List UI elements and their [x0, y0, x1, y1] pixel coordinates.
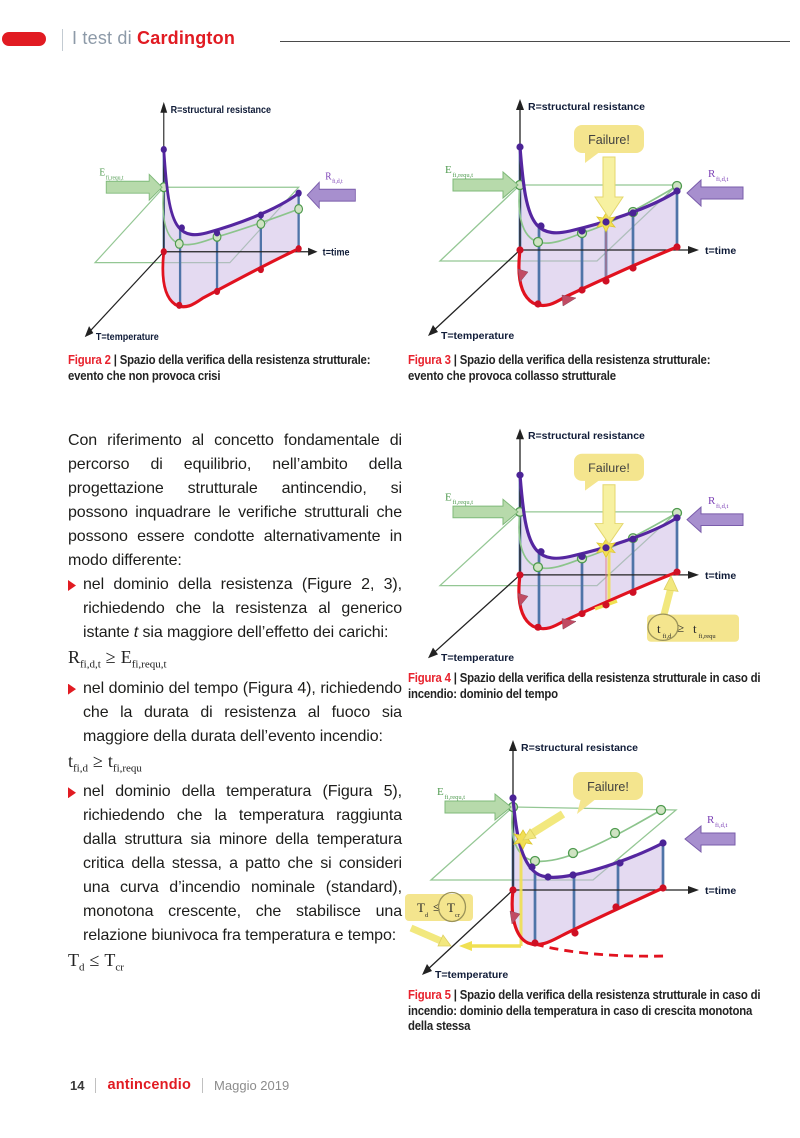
formula-2-lhs: t [68, 750, 74, 771]
formula-3-lhs-sub: d [79, 961, 85, 974]
failure-arrow [595, 157, 623, 218]
header-divider [62, 29, 63, 51]
figure-4-caption [408, 671, 772, 702]
r-axis-label: R=structural resistance [170, 104, 272, 117]
t-design-main: t [657, 622, 661, 637]
bullet-temperature-domain [68, 780, 402, 948]
figure-2-label: Figura 2 [68, 353, 111, 367]
figure-4-caption-text: | Spazio della verifica della resistenza strutturale in caso di incendio: dominio del tempo [408, 671, 761, 701]
formula-3-operator: ≤ [89, 950, 100, 971]
figure-5-caption [408, 988, 772, 1035]
magazine-name: antincendio [107, 1077, 192, 1093]
resistance-label-sub: fi,d,t [716, 503, 729, 511]
figure-5-diagram [395, 722, 800, 985]
r-axis-label: R=structural resistance [528, 431, 645, 443]
formula-1-operator: ≥ [105, 647, 116, 667]
issue-date: Maggio 2019 [214, 1077, 290, 1093]
t-operator: ≥ [677, 621, 685, 636]
formula-3-lhs: T [68, 950, 79, 971]
figure-5-label: Figura 5 [408, 988, 451, 1002]
resistance-label: R [325, 170, 332, 183]
load-label-sub: fi,requ,t [452, 499, 474, 507]
t-required-main: t [693, 622, 697, 637]
bullet-1-variable: t [133, 624, 139, 641]
load-label-sub: fi,requ,t [105, 175, 124, 182]
figure-4-label: Figura 4 [408, 671, 451, 685]
footer-divider [95, 1078, 96, 1093]
formula-resistance [68, 645, 402, 677]
figure-3-caption [408, 353, 740, 384]
monotonic-temp-dashed-curve [535, 944, 667, 956]
formula-1-rhs: E [120, 647, 132, 667]
temp-axis-label: T=temperature [435, 969, 509, 981]
r-axis-label: R=structural resistance [521, 742, 639, 754]
t-design-sub: fi,d [662, 633, 672, 640]
resistance-label: R [707, 814, 715, 826]
formula-1-rhs-sub: fi,requ,t [131, 658, 167, 671]
page-title [72, 28, 235, 49]
load-label: E [99, 166, 106, 179]
resistance-label: R [708, 168, 716, 180]
load-label-sub: fi,requ,t [452, 172, 474, 179]
temp-operator: ≤ [433, 899, 441, 914]
figure-3-caption-text: | Spazio della verifica della resistenza strutturale: evento che provoca collasso strutturale [408, 353, 711, 383]
t-axis-label: t=time [705, 245, 737, 257]
figure-3-label: Figura 3 [408, 353, 451, 367]
bullet-resistance-domain [68, 573, 402, 645]
load-label: E [445, 164, 452, 176]
resistance-arrow [685, 826, 735, 852]
bullet-icon [68, 787, 76, 798]
intro-paragraph: Con riferimento al concetto fondamentale di percorso di equilibrio, nell’ambito della progettazione strutturale antincendio, si possono inquadrare le verifiche strutturali che possono essere condotte alternativamente in modo differente: [68, 432, 402, 569]
load-label: E [445, 491, 452, 504]
resistance-label-sub: fi,d,t [332, 178, 343, 186]
formula-2-rhs-sub: fi,requ [112, 762, 142, 775]
failure-callout [573, 772, 643, 814]
load-label: E [437, 786, 444, 798]
t-required-sub: fi,requ [698, 633, 716, 640]
temp-domain-callout [405, 893, 473, 922]
temp-critical-sub: cr [455, 912, 461, 919]
failure-text: Failure! [588, 461, 630, 476]
formula-3-rhs-sub: cr [115, 961, 124, 974]
figure-2-caption [68, 353, 400, 384]
resistance-label-sub: fi,d,t [715, 822, 728, 829]
temp-axis-label: T=temperature [441, 330, 515, 342]
resistance-arrow [687, 180, 743, 206]
formula-2-rhs: t [107, 750, 113, 771]
formula-1-lhs-sub: fi,d,t [80, 658, 101, 671]
page-title-brand: Cardington [137, 28, 236, 48]
formula-time [68, 749, 402, 781]
temp-projection-arrow [459, 941, 521, 951]
bullet-1-text-end: sia maggiore dell’effetto dei carichi: [138, 624, 389, 641]
temp-critical-main: T [447, 900, 455, 915]
footer-divider [202, 1078, 203, 1093]
t-axis-label: t=time [322, 247, 350, 259]
figure-5-caption-text: | Spazio della verifica della resistenza strutturale in caso di incendio: dominio della temperatura in caso di crescita monotona della stessa [408, 988, 761, 1034]
failure-text: Failure! [588, 133, 630, 147]
figure-4-diagram [405, 415, 795, 667]
t-axis-label: t=time [705, 570, 737, 582]
load-label-sub: fi,requ,t [444, 794, 466, 801]
resistance-arrow [307, 182, 355, 208]
time-domain-callout [647, 576, 739, 642]
bullet-2-text: nel dominio del tempo (Figura 4), richiedendo che la durata di resistenza al fuoco sia maggiore della durata dell’evento incendio: [83, 679, 402, 745]
r-axis-label: R=structural resistance [528, 101, 646, 113]
page-title-light: I test di [72, 28, 138, 48]
figure-3-diagram [405, 85, 795, 345]
temp-design-main: T [417, 900, 425, 915]
figure-2-caption-text: | Spazio della verifica della resistenza strutturale: evento che non provoca crisi [68, 353, 371, 383]
formula-2-lhs-sub: fi,d [73, 762, 88, 775]
red-tab-marker [2, 32, 46, 46]
failure-text: Failure! [587, 780, 629, 794]
bullet-3-text: nel dominio della temperatura (Figura 5), richiedendo che la temperatura raggiunta dalla struttura sia minore della temperatura critica della stessa, a patto che si consideri una curva d’incendio nominale (standard), monotona crescente, che stabilisce una relazione biunivoca fra temperatura e tempo: [83, 783, 402, 945]
temp-design-sub: d [425, 912, 429, 919]
t-axis-label: t=time [705, 885, 737, 897]
bullet-1-text: nel dominio della resistenza (Figure 2, 3), richiedendo che la resistenza al generico istante [83, 576, 402, 641]
article-column [68, 429, 402, 980]
temp-axis-label: T=temperature [95, 331, 159, 344]
failure-pointer-arrow [523, 814, 563, 840]
header-rule [280, 41, 790, 42]
page-footer [70, 1077, 289, 1093]
formula-1-lhs: R [68, 647, 81, 667]
bullet-time-domain [68, 677, 402, 749]
formula-3-rhs: T [104, 950, 116, 971]
figure-2-diagram [65, 88, 400, 346]
formula-2-operator: ≥ [93, 750, 103, 771]
formula-temperature [68, 948, 402, 980]
callout-pointer-arrow [411, 928, 451, 946]
temp-axis-label: T=temperature [441, 653, 515, 665]
resistance-arrow [687, 507, 743, 532]
bullet-icon [68, 684, 76, 695]
bullet-icon [68, 580, 76, 591]
resistance-label: R [708, 495, 716, 508]
resistance-label-sub: fi,d,t [716, 176, 729, 183]
page-number: 14 [70, 1077, 85, 1093]
failure-arrow [595, 485, 623, 544]
